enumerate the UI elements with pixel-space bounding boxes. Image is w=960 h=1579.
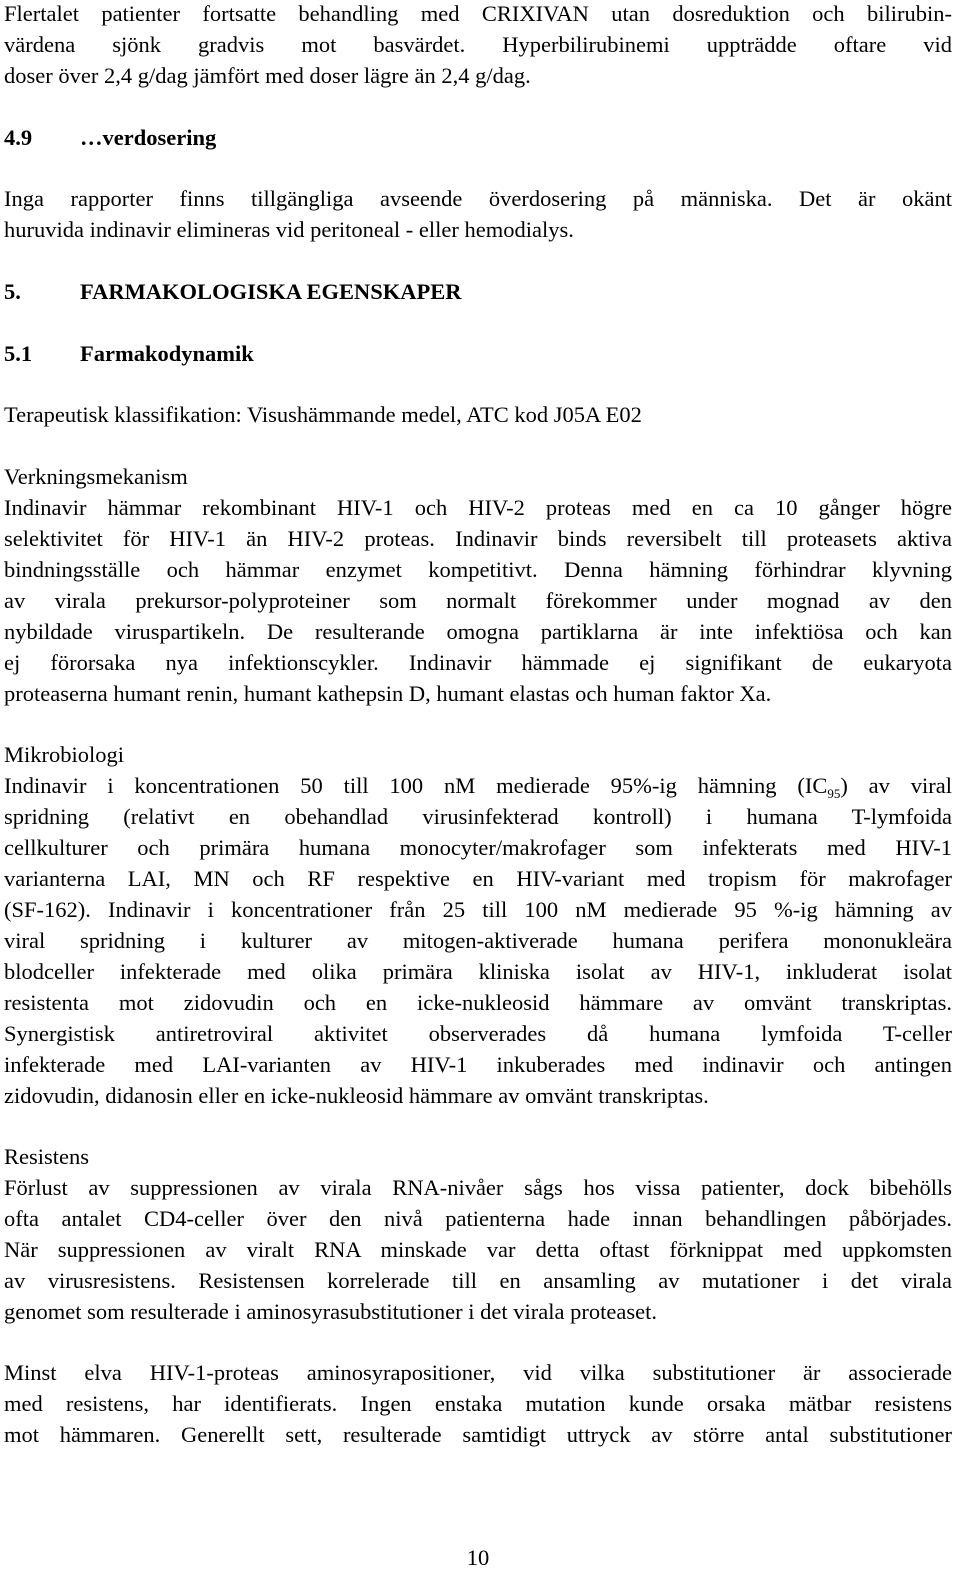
section-4-9-heading bbox=[4, 122, 952, 153]
resistance-line: mot hämmaren. Generellt sett, resulterade samtidigt uttryck av större antal substitutioner bbox=[4, 1422, 952, 1447]
mechanism-line: ej förorsaka nya infektionscykler. Indinavir hämmade ej signifikant de eukaryota bbox=[4, 650, 952, 675]
section-5-heading bbox=[4, 276, 952, 307]
mechanism-heading: Verkningsmekanism bbox=[4, 464, 188, 489]
resistance-line: Förlust av suppressionen av virala RNA-nivåer sågs hos vissa patienter, dock bibehölls bbox=[4, 1175, 952, 1200]
microbiology-line: blodceller infekterade med olika primära kliniska isolat av HIV-1, inkluderat isolat bbox=[4, 959, 952, 984]
mechanism-line: selektivitet för HIV-1 än HIV-2 proteas. Indinavir binds reversibelt till proteasets aktiva bbox=[4, 526, 952, 551]
mechanism-line: bindningsställe och hämmar enzymet kompetitivt. Denna hämning förhindrar klyvning bbox=[4, 557, 952, 582]
microbiology-text: Indinavir i koncentrationen 50 till 100 nM medierade 95%-ig hämning (IC bbox=[4, 773, 828, 798]
microbiology-line: cellkulturer och primära humana monocyter/makrofager som infekterats med HIV-1 bbox=[4, 835, 952, 860]
mechanism-line: nybildade viruspartikeln. De resulterande omogna partiklarna är inte infektiösa och kan bbox=[4, 619, 952, 644]
microbiology-line: varianterna LAI, MN och RF respektive en HIV-variant med tropism för makrofager bbox=[4, 866, 952, 891]
intro-line: värdena sjönk gradvis mot basvärdet. Hyperbilirubinemi uppträdde oftare vid bbox=[4, 32, 952, 57]
microbiology-line: viral spridning i kulturer av mitogen-aktiverade humana perifera mononukleära bbox=[4, 928, 952, 953]
microbiology-text: ) av viral bbox=[840, 773, 953, 798]
therapeutic-classification: Terapeutisk klassifikation: Visushämmande medel, ATC kod J05A E02 bbox=[4, 402, 642, 427]
resistance-line: När suppressionen av viralt RNA minskade var detta oftast förknippat med uppkomsten bbox=[4, 1237, 952, 1262]
section-number: 4.9 bbox=[4, 125, 33, 150]
section-title: …verdosering bbox=[80, 125, 217, 150]
microbiology-line: Synergistisk antiretroviral aktivitet observerades då humana lymfoida T-celler bbox=[4, 1021, 952, 1046]
microbiology-line: resistenta mot zidovudin och en icke-nukleosid hämmare av omvänt transkriptas. bbox=[4, 990, 952, 1015]
mechanism-line: av virala prekursor-polyproteiner som normalt förekommer under mognad av den bbox=[4, 588, 952, 613]
ic-subscript: 95 bbox=[827, 786, 841, 801]
microbiology-heading: Mikrobiologi bbox=[4, 742, 125, 767]
intro-line: Flertalet patienter fortsatte behandling med CRIXIVAN utan dosreduktion och bilirubin- bbox=[4, 1, 952, 26]
microbiology-line: zidovudin, didanosin eller en icke-nukleosid hämmare av omvänt transkriptas. bbox=[4, 1083, 709, 1108]
section-title: FARMAKOLOGISKA EGENSKAPER bbox=[80, 279, 462, 304]
page-number: 10 bbox=[466, 1545, 490, 1570]
resistance-heading: Resistens bbox=[4, 1144, 90, 1169]
intro-line: doser över 2,4 g/dag jämfört med doser lägre än 2,4 g/dag. bbox=[4, 63, 531, 88]
resistance-line: genomet som resulterade i aminosyrasubstitutioner i det virala proteaset. bbox=[4, 1299, 657, 1324]
section-number: 5.1 bbox=[4, 341, 33, 366]
resistance-line: med resistens, har identifierats. Ingen enstaka mutation kunde orsaka mätbar resistens bbox=[4, 1391, 952, 1416]
mechanism-line: proteaserna humant renin, humant kathepsin D, humant elastas och human faktor Xa. bbox=[4, 681, 772, 706]
overdose-line: huruvida indinavir elimineras vid peritoneal - eller hemodialys. bbox=[4, 217, 574, 242]
microbiology-line: (SF-162). Indinavir i koncentrationer från 25 till 100 nM medierade 95 %-ig hämning av bbox=[4, 897, 952, 922]
resistance-line: av virusresistens. Resistensen korrelerade till en ansamling av mutationer i det virala bbox=[4, 1268, 952, 1293]
section-title: Farmakodynamik bbox=[80, 341, 254, 366]
microbiology-line: infekterade med LAI-varianten av HIV-1 inkuberades med indinavir och antingen bbox=[4, 1052, 952, 1077]
mechanism-line: Indinavir hämmar rekombinant HIV-1 och HIV-2 proteas med en ca 10 gånger högre bbox=[4, 495, 952, 520]
overdose-line: Inga rapporter finns tillgängliga avseende överdosering på människa. Det är okänt bbox=[4, 186, 952, 211]
microbiology-line: spridning (relativt en obehandlad virusinfekterad kontroll) i humana T-lymfoida bbox=[4, 804, 952, 829]
section-number: 5. bbox=[4, 279, 21, 304]
resistance-line: ofta antalet CD4-celler över den nivå patienterna hade innan behandlingen påbörjades. bbox=[4, 1206, 952, 1231]
resistance-line: Minst elva HIV-1-proteas aminosyrapositioner, vid vilka substitutioner är associerade bbox=[4, 1360, 952, 1385]
section-5-1-heading bbox=[4, 338, 952, 369]
